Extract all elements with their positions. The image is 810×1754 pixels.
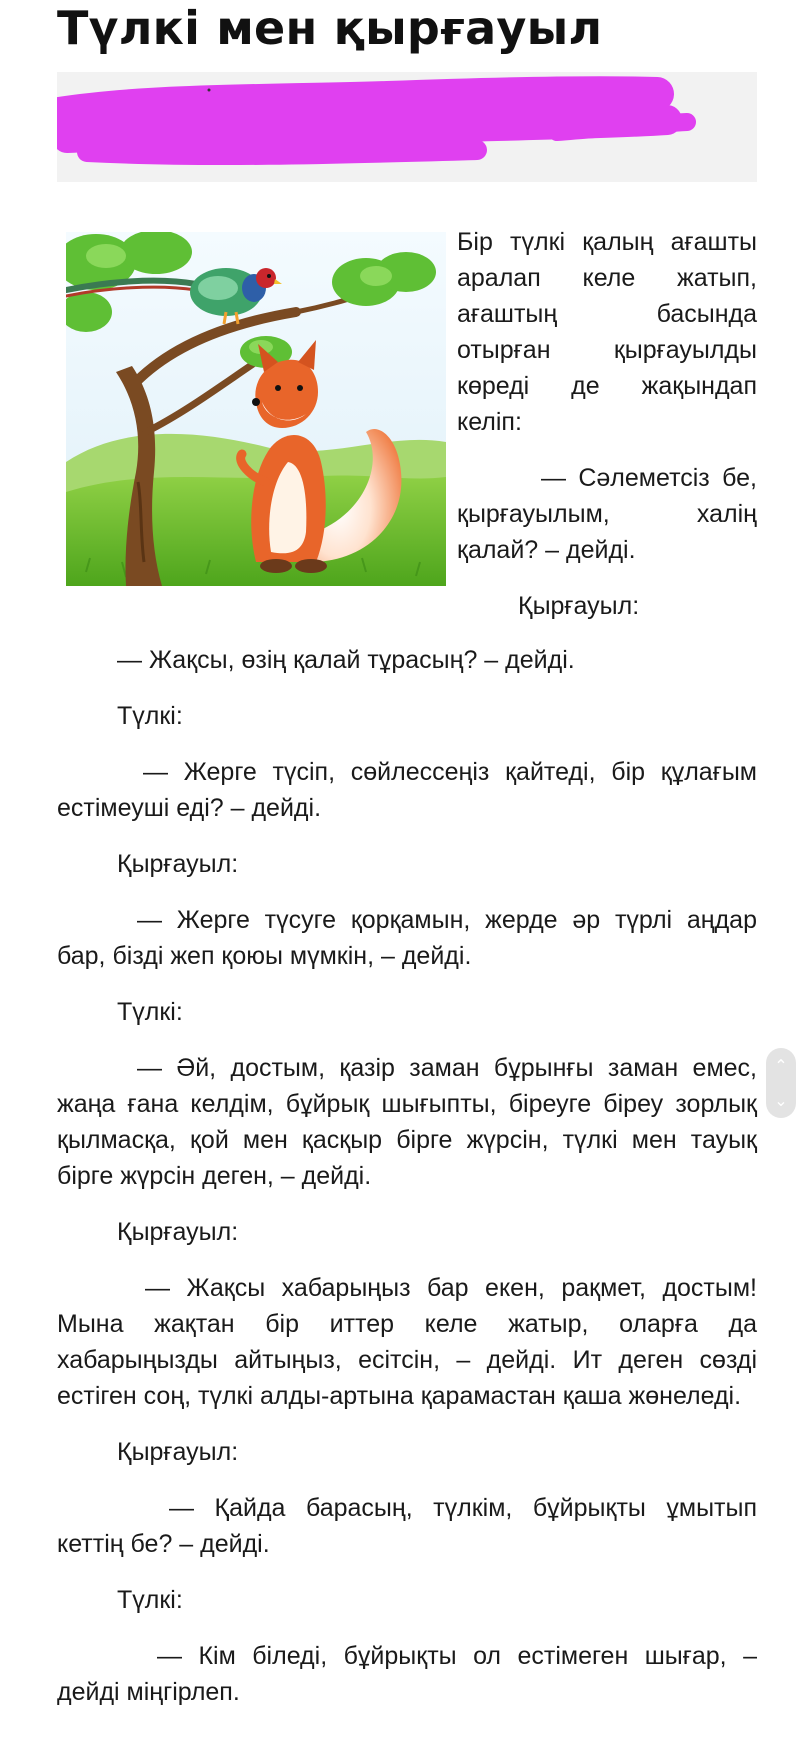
fox-and-pheasant-illustration bbox=[66, 232, 446, 586]
redaction-scribble bbox=[57, 72, 757, 182]
author-box-redacted bbox=[57, 72, 757, 182]
dialogue-paragraph: — Жақсы, өзің қалай тұрасың? – дейді. bbox=[117, 646, 575, 674]
chevron-down-icon[interactable]: ⌄ bbox=[774, 1091, 788, 1110]
fox-greeting-paragraph: — Сәлеметсіз бе, қырғауылым, халің қалай? – дейді. bbox=[457, 464, 757, 564]
dialogue-paragraph: — Қайда барасың, түлкім, бұйрықты ұмытып кеттің бе? – дейді. bbox=[57, 1494, 757, 1558]
dialogue-paragraph: — Жерге түсуге қорқамын, жерде әр түрлі аңдар бар, бізді жеп қоюы мүмкін, – дейді. bbox=[57, 906, 757, 970]
speaker-label: Қырғауыл: bbox=[117, 1438, 239, 1466]
dialogue-paragraph: — Жерге түсіп, сөйлессеңіз қайтеді, бір құлағым естімеуші еді? – дейді. bbox=[57, 758, 757, 822]
page-scroll-control[interactable] bbox=[766, 1048, 796, 1118]
dialogue-paragraph: — Әй, достым, қазір заман бұрынғы заман емес, жаңа ғана келдім, бұйрық шығыпты, біреуге біреу зорлық қылмасқа, қой мен қасқыр бірге жүрсін, түлкі мен тауық бірге жүрсін деген, – дейді. bbox=[57, 1054, 757, 1190]
speaker-label: Түлкі: bbox=[117, 998, 183, 1026]
intro-paragraph: Бір түлкі қалың ағашты аралап келе жатып, ағаштың басында отырған қырғауылды көреді де жақындап келіп: bbox=[457, 228, 757, 436]
dialogue-paragraph: — Кім біледі, бұйрықты ол естімеген шығар, – дейді міңгірлеп. bbox=[57, 1642, 757, 1706]
chevron-up-icon[interactable]: ⌃ bbox=[774, 1056, 788, 1075]
speaker-label: Қырғауыл: bbox=[117, 850, 239, 878]
story-body bbox=[57, 642, 757, 1730]
speaker-label: Қырғауыл: bbox=[117, 1218, 239, 1246]
story-title: Түлкі мен қырғауыл bbox=[57, 1, 603, 55]
dialogue-paragraph: — Жақсы хабарыңыз бар екен, рақмет, достым! Мына жақтан бір иттер келе жатыр, оларға да хабарыңызды айтыңыз, есітсін, – дейді. Ит деген сөзді естіген соң, түлкі алды-артына қарамастан қаша жөнеледі. bbox=[57, 1274, 757, 1410]
speaker-label: Қырғауыл: bbox=[518, 592, 640, 620]
speaker-label: Түлкі: bbox=[117, 702, 183, 730]
speaker-label: Түлкі: bbox=[117, 1586, 183, 1614]
